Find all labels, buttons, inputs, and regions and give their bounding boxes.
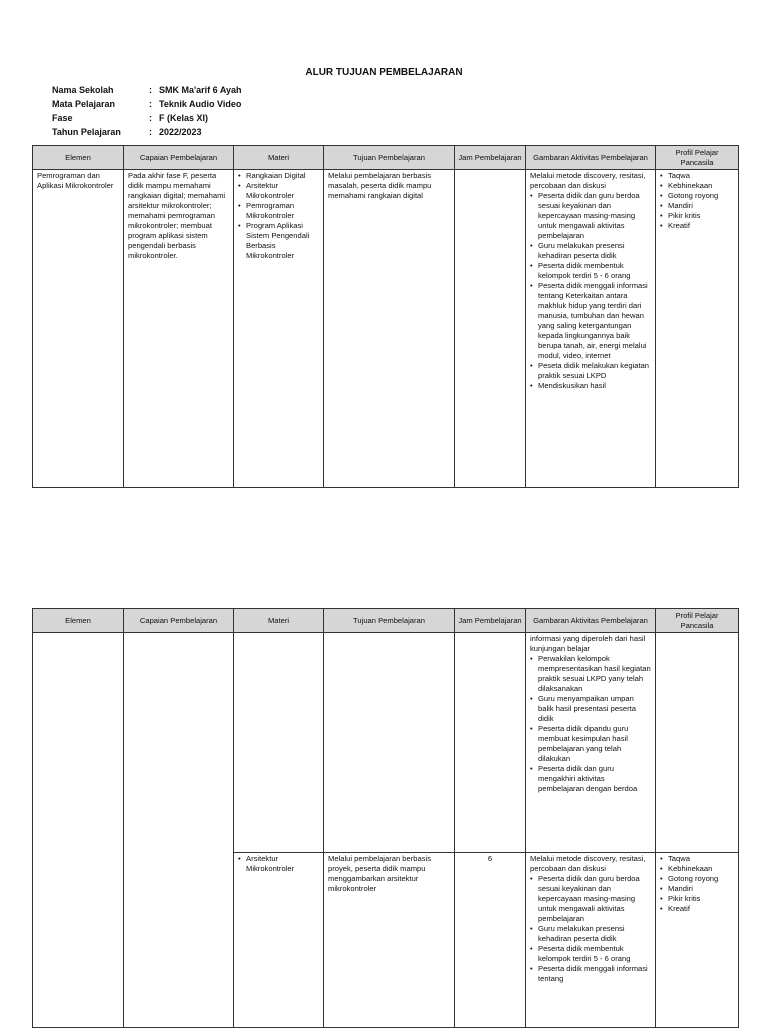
- cell-profil: [656, 170, 739, 488]
- info-row-phase: [52, 111, 242, 125]
- header-profil: Profil Pelajar Pancasila: [656, 146, 739, 170]
- info-row-school: [52, 83, 242, 97]
- aktivitas-item: • Peserta didik dan guru berdoa sesuai keyakinan dan kepercayaan masing-masing untuk mengawali aktivitas pembelajaran: [538, 874, 651, 924]
- tujuan-text: Melalui pembelajaran berbasis masalah, peserta didik mampu memahami rangkaian digital: [328, 171, 432, 200]
- profil-item: • Mandiri: [668, 201, 734, 211]
- header-aktivitas: Gambaran Aktivitas Pembelajaran: [526, 609, 656, 633]
- header-materi: Materi: [234, 146, 324, 170]
- profil-item: • Gotong royong: [668, 191, 734, 201]
- cell-jam: [455, 633, 526, 853]
- cell-tujuan: [324, 853, 455, 1028]
- cell-materi: [234, 853, 324, 1028]
- table-header-row: [33, 146, 739, 170]
- header-tujuan: Tujuan Pembelajaran: [324, 146, 455, 170]
- cell-jam: [455, 170, 526, 488]
- learning-table-page-1: [32, 145, 739, 488]
- profil-item: • Taqwa: [668, 854, 734, 864]
- info-label: Mata Pelajaran: [52, 99, 116, 109]
- cell-elemen: [33, 170, 124, 488]
- cell-profil: [656, 853, 739, 1028]
- profil-item: • Kebhinekaan: [668, 864, 734, 874]
- info-separator: :: [149, 99, 152, 109]
- materi-item: • Arsitektur Mikrokontroler: [246, 854, 319, 874]
- cell-aktivitas: [526, 853, 656, 1028]
- materi-item: • Rangkaian Digital: [246, 171, 319, 181]
- info-label: Nama Sekolah: [52, 85, 114, 95]
- aktivitas-item: • Peserta didik dipandu guru membuat kesimpulan hasil pembelajaran yang telah dilakukan: [538, 724, 651, 764]
- header-capaian: Capaian Pembelajaran: [124, 146, 234, 170]
- info-label: Tahun Pelajaran: [52, 127, 121, 137]
- materi-item: • Arsitektur Mikrokontroler: [246, 181, 319, 201]
- table-row: [33, 633, 739, 853]
- cell-aktivitas: [526, 633, 656, 853]
- profil-item: • Gotong royong: [668, 874, 734, 884]
- header-aktivitas: Gambaran Aktivitas Pembelajaran: [526, 146, 656, 170]
- aktivitas-item: • Peserta didik membentuk kelompok terdiri 5 - 6 orang: [538, 944, 651, 964]
- profil-item: • Mandiri: [668, 884, 734, 894]
- tujuan-text: Melalui pembelajaran berbasis proyek, peserta didik mampu menggambarkan arsitektur mikrokontroler: [328, 854, 431, 893]
- capaian-text: Pada akhir fase F, peserta didik mampu memahami rangkaian digital; memahami arsitektur mikrokontroler; memahami pemrograman mikrokontroler; membuat program aplikasi sistem pengendali berbasis mikrokontroler.: [128, 171, 226, 260]
- aktivitas-continued: informasi yang diperoleh dari hasil kunjungan belajar: [530, 634, 646, 653]
- materi-item: • Pemrograman Mikrokontroler: [246, 201, 319, 221]
- profil-item: • Pikir kritis: [668, 894, 734, 904]
- header-materi: Materi: [234, 609, 324, 633]
- info-separator: :: [149, 113, 152, 123]
- info-label: Fase: [52, 113, 73, 123]
- aktivitas-item: • Peserta didik dan guru mengakhiri aktivitas pembelajaran dengan berdoa: [538, 764, 651, 794]
- header-tujuan: Tujuan Pembelajaran: [324, 609, 455, 633]
- profil-item: • Kreatif: [668, 221, 734, 231]
- info-separator: :: [149, 127, 152, 137]
- page-title: ALUR TUJUAN PEMBELAJARAN: [305, 67, 463, 78]
- aktivitas-intro: Melalui metode discovery, resitasi, percobaan dan diskusi: [530, 854, 646, 873]
- aktivitas-item: • Peserta didik membentuk kelompok terdiri 5 - 6 orang: [538, 261, 651, 281]
- info-value: Teknik Audio Video: [159, 99, 242, 109]
- learning-table-page-2: [32, 608, 739, 1028]
- header-jam: Jam Pembelajaran: [455, 146, 526, 170]
- aktivitas-item: • Perwakilan kelompok mempresentasikan hasil kegiatan praktik sesuai LKPD yany telah dilaksanakan: [538, 654, 651, 694]
- profil-item: • Taqwa: [668, 171, 734, 181]
- cell-profil: [656, 633, 739, 853]
- aktivitas-intro: Melalui metode discovery, resitasi, percobaan dan diskusi: [530, 171, 646, 190]
- info-value: 2022/2023: [159, 127, 202, 137]
- elemen-text: Pemrograman dan Aplikasi Mikrokontroler: [37, 171, 114, 190]
- info-row-subject: [52, 97, 242, 111]
- materi-item: • Program Aplikasi Sistem Pengendali Berbasis Mikrokontroler: [246, 221, 319, 261]
- cell-tujuan: [324, 170, 455, 488]
- cell-materi: [234, 633, 324, 853]
- profil-item: • Kreatif: [668, 904, 734, 914]
- info-row-year: [52, 125, 242, 139]
- info-value: SMK Ma'arif 6 Ayah: [159, 85, 242, 95]
- header-elemen: Elemen: [33, 146, 124, 170]
- aktivitas-item: • Peserta didik menggali informasi tentang Keterkaitan antara makhluk hidup yang terdiri dari manusia, tumbuhan dan hewan yang saling ketergantungan kepada lingkungannya baik berupa tanah, air, energi melalui modul, video, internet: [538, 281, 651, 361]
- header-profil: Profil Pelajar Pancasila: [656, 609, 739, 633]
- cell-capaian: [124, 170, 234, 488]
- header-jam: Jam Pembelajaran: [455, 609, 526, 633]
- table-header-row: [33, 609, 739, 633]
- aktivitas-item: • Mendiskusikan hasil: [538, 381, 651, 391]
- cell-materi: [234, 170, 324, 488]
- aktivitas-item: • Peserta didik menggali informasi tentang: [538, 964, 651, 984]
- aktivitas-item: • Guru melakukan presensi kehadiran peserta didik: [538, 241, 651, 261]
- cell-elemen: [33, 633, 124, 1028]
- header-elemen: Elemen: [33, 609, 124, 633]
- cell-jam: 6: [455, 853, 526, 1028]
- aktivitas-item: • Guru melakukan presensi kehadiran peserta didik: [538, 924, 651, 944]
- aktivitas-item: • Peserta didik dan guru berdoa sesuai keyakinan dan kepercayaan masing-masing untuk mengawali aktivitas pembelajaran: [538, 191, 651, 241]
- aktivitas-item: • Guru menyampaikan umpan balik hasil presentasi peserta didik: [538, 694, 651, 724]
- profil-item: • Kebhinekaan: [668, 181, 734, 191]
- header-capaian: Capaian Pembelajaran: [124, 609, 234, 633]
- info-separator: :: [149, 85, 152, 95]
- cell-tujuan: [324, 633, 455, 853]
- aktivitas-item: • Peseta didik melakukan kegiatan praktik sesuai LKPD: [538, 361, 651, 381]
- cell-aktivitas: [526, 170, 656, 488]
- profil-item: • Pikir kritis: [668, 211, 734, 221]
- cell-capaian: [124, 633, 234, 1028]
- info-value: F (Kelas XI): [159, 113, 209, 123]
- document-info: [52, 83, 242, 139]
- table-row: [33, 170, 739, 488]
